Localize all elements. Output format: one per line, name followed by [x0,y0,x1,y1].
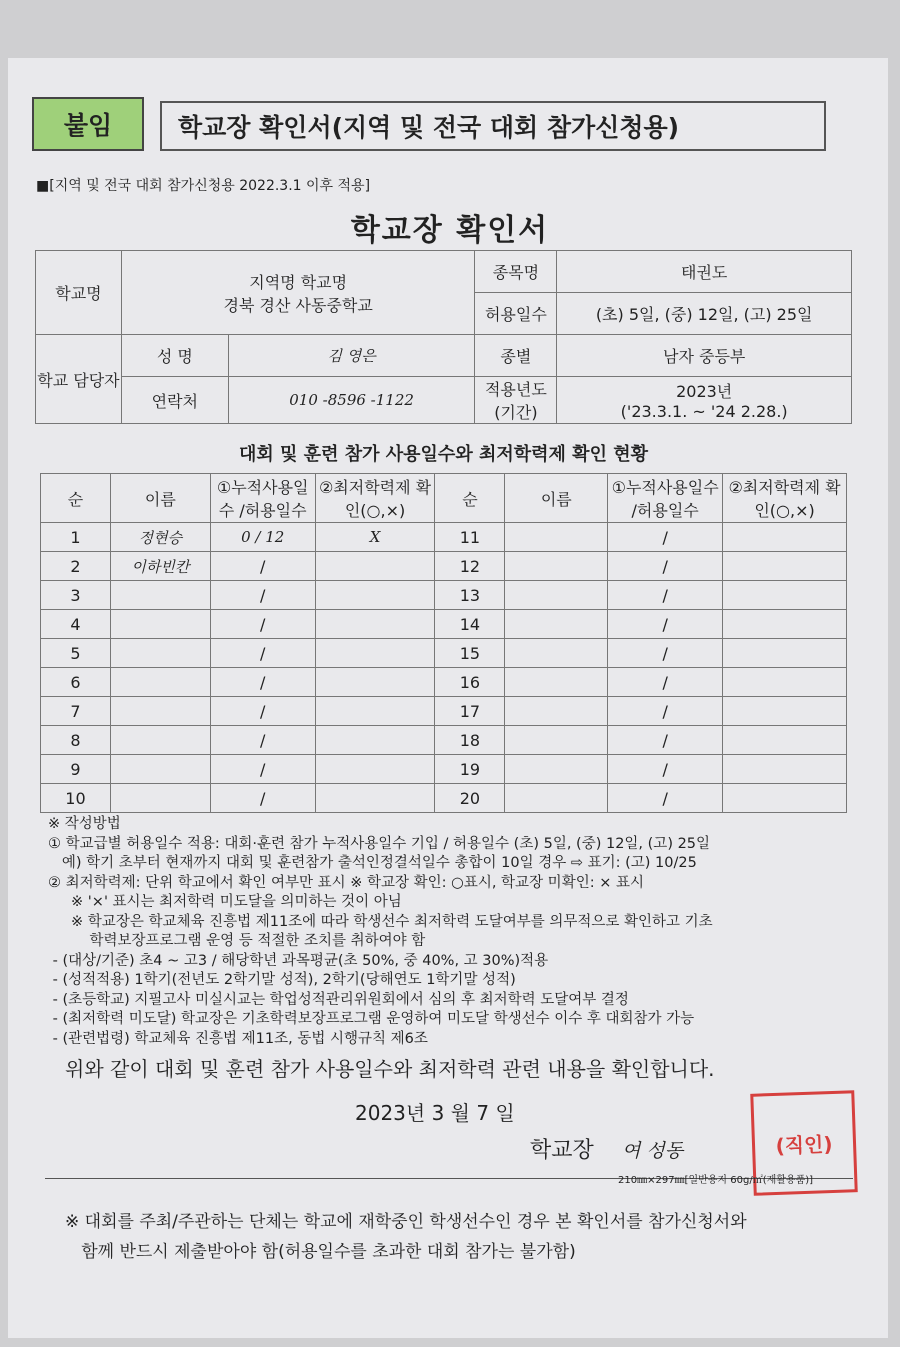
header-no: 순 [41,474,111,523]
cell-check [723,610,847,639]
contact-label: 연락처 [121,377,228,424]
info-table [35,250,852,424]
cell-name [110,784,210,813]
instruction-line: - (대상/기준) 초4 ~ 고3 / 해당학년 과목평균(초 50%, 중 40%, 고 30%)적용 [48,952,549,969]
instruction-line: - (관련법령) 학교체육 진흥법 제11조, 동법 시행규칙 제6조 [48,1030,428,1047]
header-name: 이름 [505,474,608,523]
cell-name [505,784,608,813]
table-row [41,523,847,552]
cell-check [315,697,435,726]
cell-no: 10 [41,784,111,813]
event-label: 종목명 [475,251,557,293]
cell-check [723,639,847,668]
section-title: 대회 및 훈련 참가 사용일수와 최저학력제 확인 현황 [238,444,648,465]
footer-note [65,1207,747,1267]
instruction-line: ② 최저학력제: 단위 학교에서 확인 여부만 표시 ※ 학교장 확인: ○표시, 학교장 미확인: × 표시 [48,874,644,891]
instruction-line: ※ 학교장은 학교체육 진흥법 제11조에 따라 학생선수 최저학력 도달여부를 의무적으로 확인하고 기초 [48,913,713,930]
official-seal: (직인) [750,1090,857,1196]
cell-no: 16 [435,668,505,697]
cell-days: / [608,581,723,610]
instruction-line: ※ '×' 표시는 최저학력 미도달을 의미하는 것이 아님 [48,894,402,910]
athlete-list-table [40,473,847,813]
cell-days: / [608,755,723,784]
cell-check [315,610,435,639]
cell-name [110,610,210,639]
principal-label: 학교장 [530,1138,594,1163]
cell-name [505,639,608,668]
cell-no: 13 [435,581,505,610]
cell-check [723,784,847,813]
cell-no: 3 [41,581,111,610]
days-value: (초) 5일, (중) 12일, (고) 25일 [557,293,852,335]
cell-days: / [210,697,315,726]
cell-no: 2 [41,552,111,581]
cell-no: 18 [435,726,505,755]
principal-signature: 여 성동 [622,1140,684,1162]
division-label: 종별 [475,335,557,377]
cell-check [723,726,847,755]
staff-label: 학교 담당자 [36,335,122,424]
cell-name [110,668,210,697]
cell-name: 이하빈칸 [110,552,210,581]
cell-check [723,523,847,552]
table-row [41,755,847,784]
instruction-line: 예) 학기 초부터 현재까지 대회 및 훈련참가 출석인정결석일수 총합이 10일 경우 ⇨ 표기: (고) 10/25 [48,855,697,871]
division-value: 남자 중등부 [557,335,852,377]
cell-no: 19 [435,755,505,784]
header-check: ②최저학력제 확인(○,×) [723,474,847,523]
cell-no: 8 [41,726,111,755]
confirmation-statement: 위와 같이 대회 및 훈련 참가 사용일수와 최저학력 관련 내용을 확인합니다. [65,1057,715,1081]
cell-no: 12 [435,552,505,581]
cell-check [315,726,435,755]
cell-days: 0 / 12 [210,523,315,552]
cell-days: / [210,610,315,639]
cell-no: 1 [41,523,111,552]
cell-name [505,668,608,697]
cell-name [110,726,210,755]
table-row [41,639,847,668]
footer-line: 함께 반드시 제출받아야 함(허용일수를 초과한 대회 참가는 불가함) [65,1242,576,1262]
cell-name [505,581,608,610]
cell-check [723,552,847,581]
cell-no: 14 [435,610,505,639]
table-row [41,697,847,726]
school-label: 학교명 [36,251,122,335]
cell-check [723,755,847,784]
event-value: 태권도 [557,251,852,293]
year-value: 2023년 ('23.3.1. ~ '24 2.28.) [557,377,852,424]
header-title-box: 학교장 확인서(지역 및 전국 대회 참가신청용) [160,101,826,151]
issue-date: 2023년 3 월 7 일 [355,1101,515,1125]
cell-check [315,755,435,784]
cell-name [505,523,608,552]
cell-no: 7 [41,697,111,726]
cell-check [315,668,435,697]
cell-no: 9 [41,755,111,784]
school-value: 지역명 학교명 경북 경산 사동중학교 [121,251,475,335]
cell-name: 정현승 [110,523,210,552]
table-row [41,668,847,697]
cell-days: / [608,523,723,552]
name-value: 김 영은 [228,335,475,377]
table-row [41,610,847,639]
cell-name [505,552,608,581]
cell-name [110,639,210,668]
cell-check [315,639,435,668]
instruction-line: - (성적적용) 1학기(전년도 2학기말 성적), 2학기(당해연도 1학기말 성적) [48,972,516,988]
table-row [41,552,847,581]
cell-name [110,755,210,784]
cell-days: / [608,697,723,726]
cell-no: 11 [435,523,505,552]
cell-no: 20 [435,784,505,813]
year-label: 적용년도 (기간) [475,377,557,424]
cell-name [505,755,608,784]
cell-days: / [608,784,723,813]
cell-name [505,726,608,755]
applicability-note: ■[지역 및 전국 대회 참가신청용 2022.3.1 이후 적용] [36,178,371,194]
header-no: 순 [435,474,505,523]
cell-days: / [608,726,723,755]
instruction-line: 학력보장프로그램 운영 등 적절한 조치를 취하여야 함 [48,933,426,949]
cell-check [723,581,847,610]
cell-no: 6 [41,668,111,697]
table-row [41,784,847,813]
cell-no: 5 [41,639,111,668]
cell-days: / [210,668,315,697]
cell-name [110,697,210,726]
contact-value: 010 -8596 -1122 [228,377,475,424]
cell-days: / [210,726,315,755]
paper-spec: 210㎜×297㎜[일반용지 60g/㎡(재활용품)] [618,1175,814,1186]
cell-days: / [608,639,723,668]
cell-days: / [608,610,723,639]
cell-check [315,552,435,581]
header-check: ②최저학력제 확인(○,×) [315,474,435,523]
cell-check: X [315,523,435,552]
header-days: ①누적사용일수 /허용일수 [210,474,315,523]
name-label: 성 명 [121,335,228,377]
cell-days: / [608,668,723,697]
table-row [41,581,847,610]
cell-no: 4 [41,610,111,639]
cell-name [505,610,608,639]
cell-no: 15 [435,639,505,668]
footer-line: ※ 대회를 주최/주관하는 단체는 학교에 재학중인 학생선수인 경우 본 확인서를 참가신청서와 [65,1212,747,1232]
writing-instructions [48,815,848,1049]
attachment-tag: 붙임 [32,97,144,151]
cell-name [110,581,210,610]
cell-check [723,697,847,726]
instruction-line: - (초등학교) 지필고사 미실시교는 학업성적관리위원회에서 심의 후 최저학력 도달여부 결정 [48,991,629,1008]
days-label: 허용일수 [475,293,557,335]
cell-days: / [210,784,315,813]
cell-days: / [210,755,315,784]
cell-days: / [608,552,723,581]
cell-days: / [210,639,315,668]
instruction-line: - (최저학력 미도달) 학교장은 기초학력보장프로그램 운영하여 미도달 학생선수 이수 후 대회참가 가능 [48,1011,695,1027]
cell-days: / [210,581,315,610]
cell-no: 17 [435,697,505,726]
cell-check [315,581,435,610]
cell-check [723,668,847,697]
cell-days: / [210,552,315,581]
page-title: 학교장 확인서 [350,213,550,248]
header-days: ①누적사용일수 /허용일수 [608,474,723,523]
table-row [41,726,847,755]
instruction-line: ※ 작성방법 [48,816,121,832]
instruction-line: ① 학교급별 허용일수 적용: 대회·훈련 참가 누적사용일수 기입 / 허용일수 (초) 5일, (중) 12일, (고) 25일 [48,835,711,852]
cell-check [315,784,435,813]
cell-name [505,697,608,726]
header-name: 이름 [110,474,210,523]
